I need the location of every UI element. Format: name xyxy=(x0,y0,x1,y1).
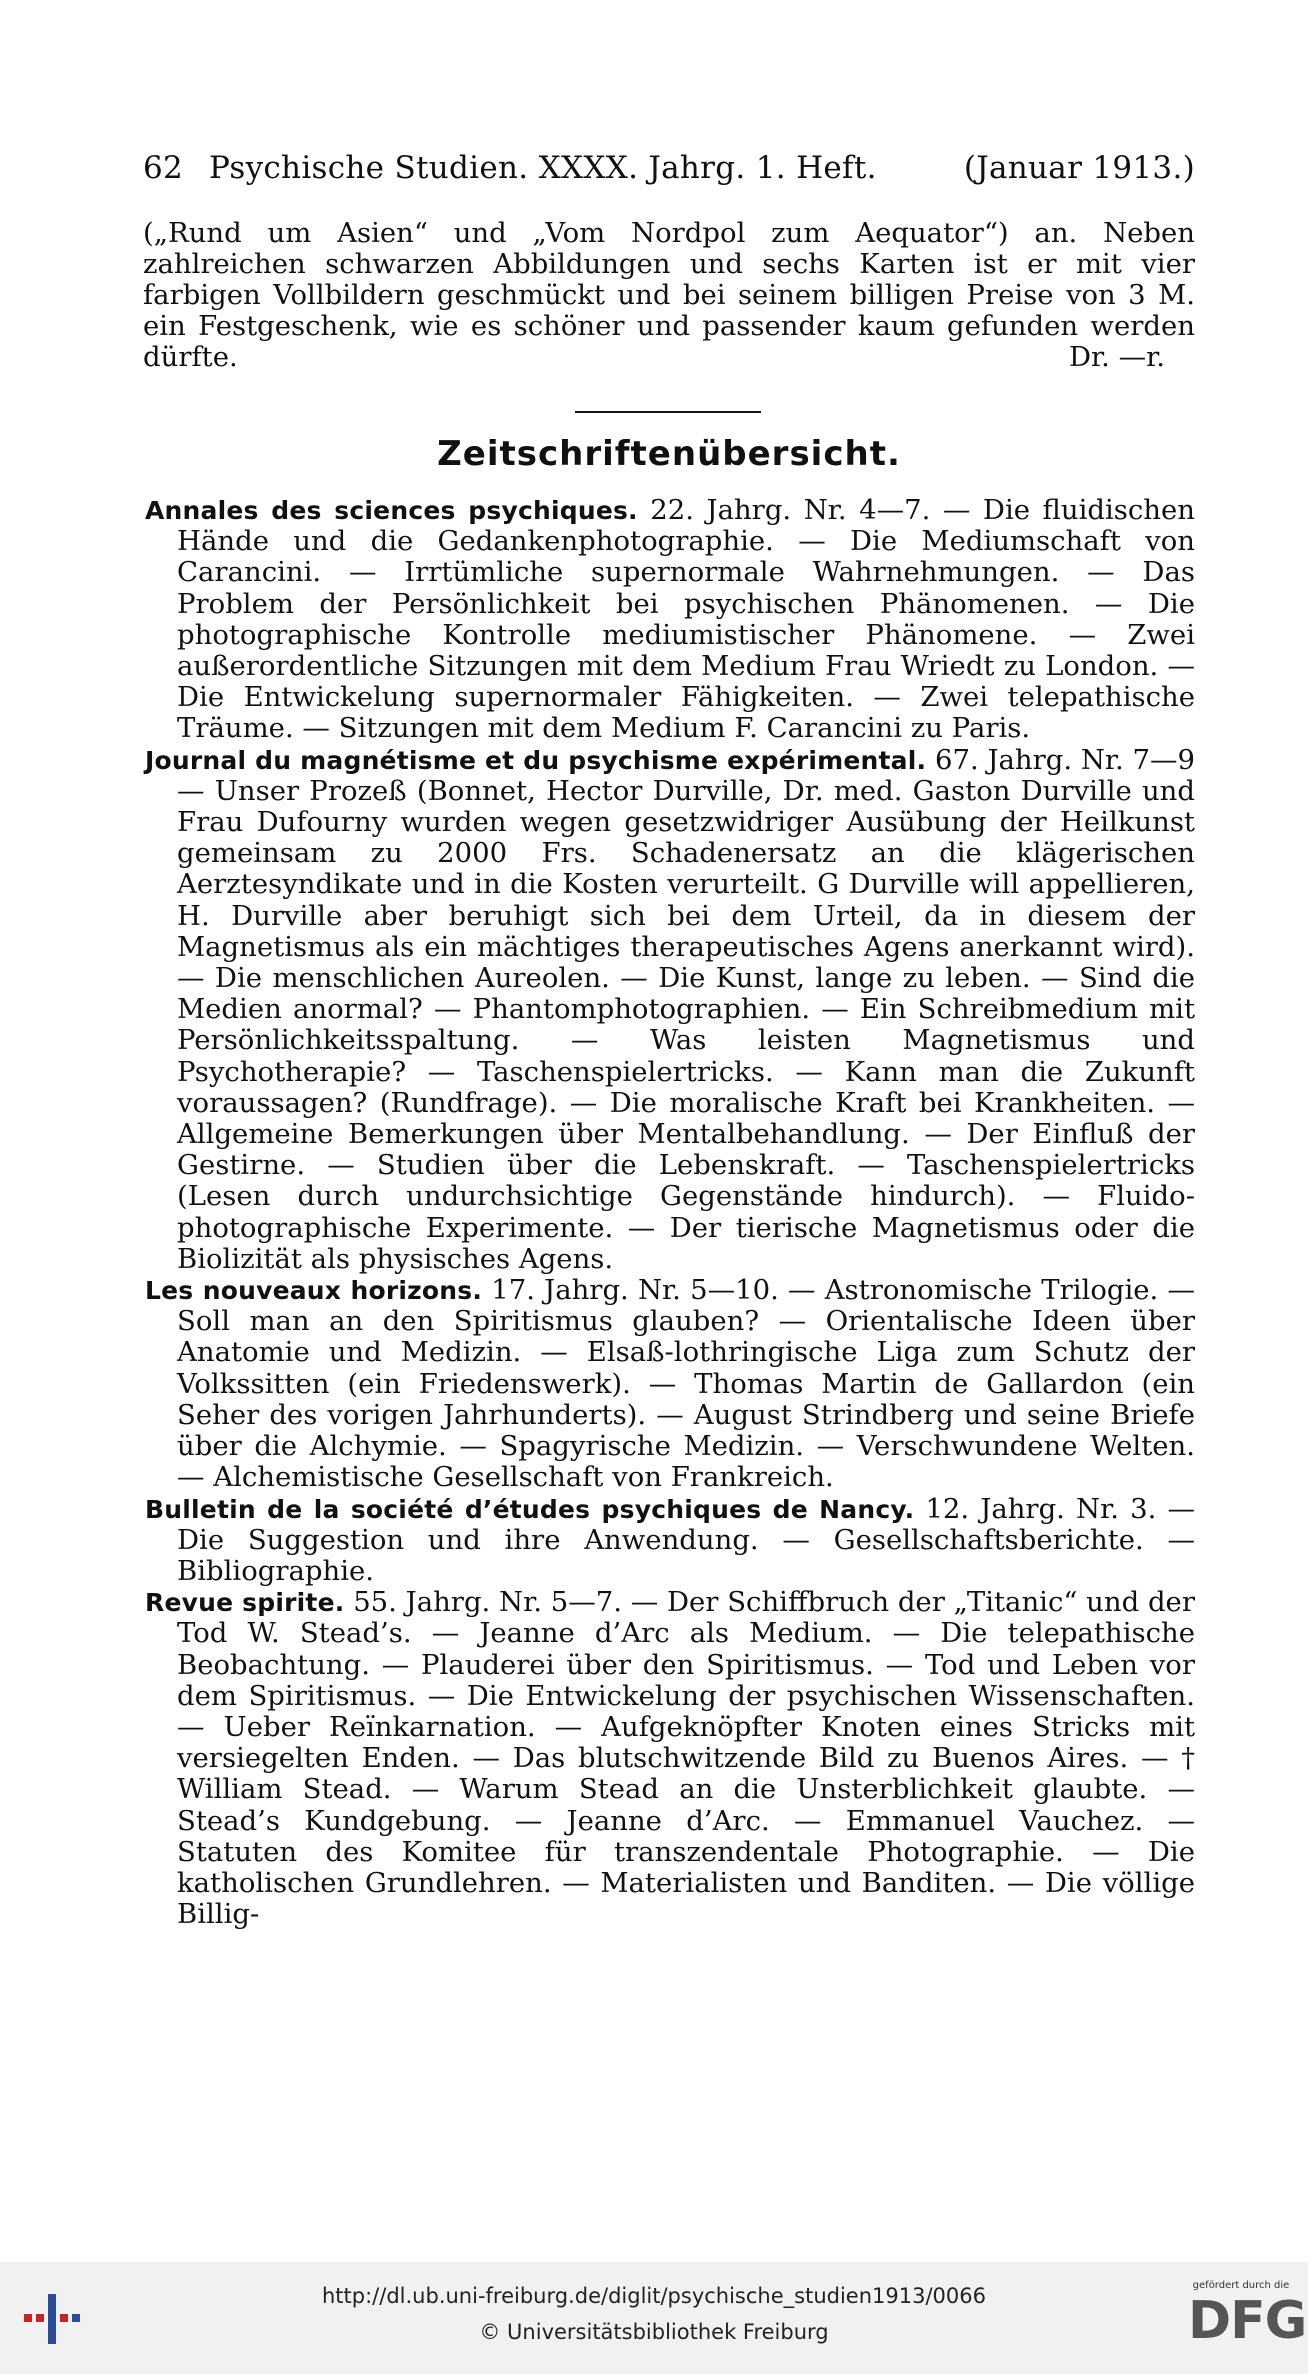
journal-contents: 17. Jahrg. Nr. 5—10. — Astronomische Trilogie. — Soll man an den Spiritismus glauben? — Orientalische Ideen über Anatomie und Medizin. — Elsaß-lothringische Liga zum Schutz der Volkssitten (ein Friedenswerk). — Thomas Martin de Gallardon (ein Seher des vorigen Jahrhunderts). — August Strindberg und seine Briefe über die Alchymie. — Spagyrische Medizin. — Verschwundene Welten. — Alchemistische Gesellschaft von Frankreich. xyxy=(177,1274,1195,1494)
journal-contents: 67. Jahrg. Nr. 7—9 — Unser Prozeß (Bonnet, Hector Durville, Dr. med. Gaston Durville und Frau Dufourny wurden wegen gesetzwidriger Ausübung der Heilkunst gemeinsam zu 2000 Frs. Schadenersatz an die klägerischen Aerztesyndikate und in die Kosten verurteilt. G Durville will appellieren, H. Durville aber beruhigt sich bei dem Urteil, da in diesem der Magnetismus als ein mächtiges therapeutisches Agens anerkannt wird). — Die menschlichen Aureolen. — Die Kunst, lange zu leben. — Sind die Medien anormal? — Phantomphotographien. — Ein Schreibmedium mit Persönlichkeitsspaltung. — Was leisten Magnetismus und Psychotherapie? — Taschenspielertricks. — Kann man die Zukunft voraussagen? (Rundfrage). — Die moralische Kraft bei Krankheiten. — Allgemeine Bemerkungen über Mentalbehandlung. — Der Einfluß der Gestirne. — Studien über die Lebenskraft. — Taschenspielertricks (Lesen durch undurchsichtige Gegenstände hindurch). — Fluido-photographische Experimente. — Der tierische Magnetismus oder die Biolizität als physisches Agens. xyxy=(177,743,1195,1275)
header-date: (Januar 1913.) xyxy=(963,150,1195,186)
continuation-text: („Rund um Asien“ und „Vom Nordpol zum Aequator“) an. Neben zahlreichen schwarzen Abbildungen und sechs Karten ist er mit vier farbigen Vollbildern geschmückt und bei seinem billigen Preise von 3 M. ein Festgeschenk, wie es schöner und passender kaum gefunden werden dürfte. xyxy=(143,217,1195,373)
journal-entry-journal-du-magnetisme xyxy=(145,745,1195,1275)
journal-contents: 22. Jahrg. Nr. 4—7. — Die fluidischen Hände und die Gedankenphotographie. — Die Mediumschaft von Carancini. — Irrtümliche supernormale Wahrnehmungen. — Das Problem der Persönlichkeit bei psychischen Phänomenen. — Die photographische Kontrolle mediumistischer Phänomene. — Zwei außerordentliche Sitzungen mit dem Medium Frau Wriedt zu London. — Die Entwickelung supernormaler Fähigkeiten. — Zwei telepathische Träume. — Sitzungen mit dem Medium F. Carancini zu Paris. xyxy=(177,494,1195,745)
sponsor-caption: gefördert durch die xyxy=(1192,2280,1290,2291)
journal-entry-bulletin-nancy xyxy=(145,1494,1195,1588)
journal-contents: 55. Jahrg. Nr. 5—7. — Der Schiffbruch der „Titanic“ und der Tod W. Stead’s. — Jeanne d’Arc als Medium. — Die telepathische Beobachtung. — Plauderei über den Spiritismus. — Tod und Leben vor dem Spiritismus. — Die Entwickelung der psychischen Wissenschaften. — Ueber Reïnkarnation. — Aufgeknöpfter Knoten eines Stricks mit versiegelten Enden. — Das blutschwitzende Bild zu Buenos Aires. — † William Stead. — Warum Stead an die Unsterblichkeit glaubte. — Stead’s Kundgebung. — Jeanne d’Arc. — Emmanuel Vauchez. — Statuten des Komitee für transzendentale Photographie. — Die katholischen Grundlehren. — Materialisten und Banditen. — Die völlige Billig- xyxy=(177,1586,1195,1931)
journal-list xyxy=(145,495,1195,1930)
journal-title: Bulletin de la société d’études psychiques de Nancy. xyxy=(145,1494,915,1524)
running-header xyxy=(143,150,1195,186)
copyright-notice: © Universitätsbibliothek Freiburg xyxy=(479,2320,829,2344)
page-number: 62 xyxy=(143,150,184,186)
journal-entry-nouveaux-horizons xyxy=(145,1275,1195,1493)
signature: Dr. —r. xyxy=(1068,341,1165,373)
journal-title: Annales des sciences psychiques. xyxy=(145,496,638,525)
section-divider xyxy=(575,411,761,413)
dfg-wordmark: DFG xyxy=(1188,2291,1307,2351)
journal-contents: 12. Jahrg. Nr. 3. — Die Suggestion und ihre Anwendung. — Gesellschaftsberichte. — Bibliographie. xyxy=(177,1492,1195,1587)
journal-entry-revue-spirite xyxy=(145,1587,1195,1930)
journal-title: Revue spirite. xyxy=(145,1588,345,1618)
journal-title: Journal du magnétisme et du psychisme expérimental. xyxy=(145,745,927,775)
viewer-footer xyxy=(0,2262,1308,2374)
dfg-logo xyxy=(1188,2280,1307,2362)
header-title: Psychische Studien. XXXX. Jahrg. 1. Heft. xyxy=(209,150,877,186)
continuation-paragraph xyxy=(143,218,1195,373)
journal-title: Les nouveaux horizons. xyxy=(145,1276,483,1306)
journal-entry-annales xyxy=(145,495,1195,745)
permalink-url[interactable]: http://dl.ub.uni-freiburg.de/diglit/psychische_studien1913/0066 xyxy=(322,2284,986,2308)
section-title: Zeitschriftenübersicht. xyxy=(437,434,901,474)
